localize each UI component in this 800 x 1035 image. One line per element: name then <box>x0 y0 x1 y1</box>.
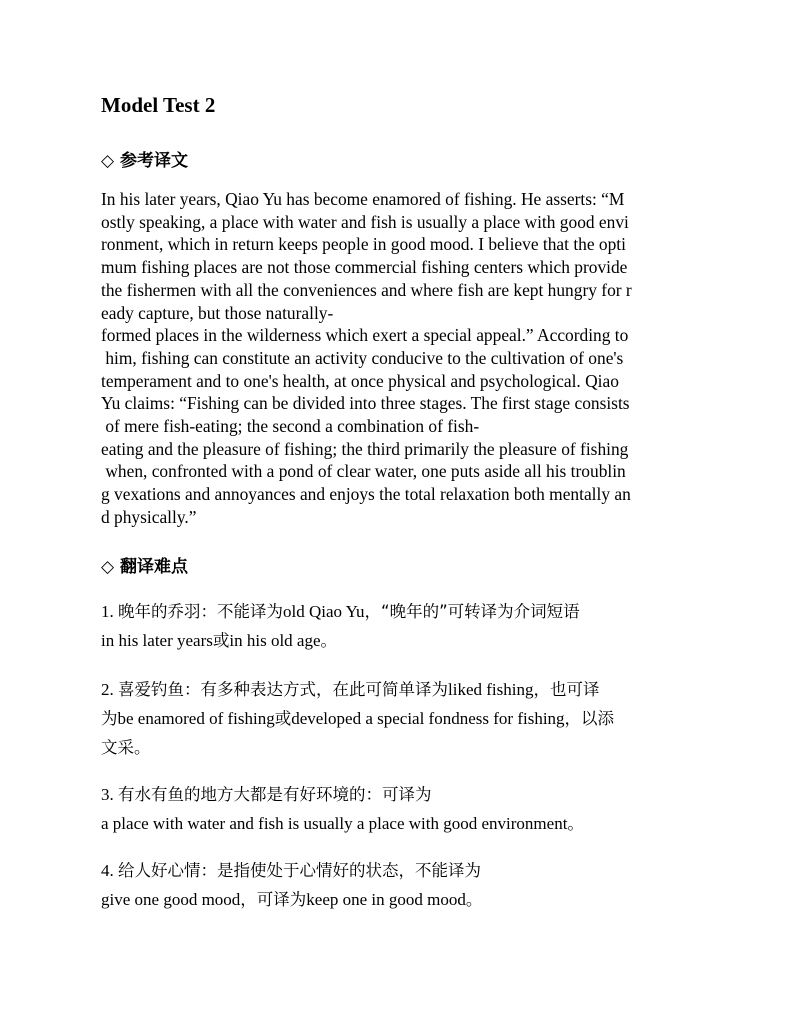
section-heading-translation-difficulties: ◇ 翻译难点 <box>101 557 188 577</box>
english-text: give one good mood <box>101 890 241 909</box>
paragraph-line: eating and the pleasure of fishing; the third primarily the pleasure of fishing <box>101 438 629 459</box>
paragraph-line: Yu claims: “Fishing can be divided into three stages. The first stage consists <box>101 393 630 414</box>
english-text: keep one in good mood <box>306 890 466 909</box>
point-line <box>101 597 701 626</box>
difficulty-point-4 <box>101 856 701 914</box>
paragraph-line: g vexations and annoyances and enjoys the total relaxation both mentally an <box>101 484 631 505</box>
chinese-text: 喜爱钓鱼：有多种表达方式，在此可简单译为 <box>118 680 448 699</box>
reference-translation-paragraph <box>101 188 701 529</box>
point-line <box>101 780 701 809</box>
chinese-text: 为 <box>101 709 118 728</box>
difficulty-point-3 <box>101 780 701 838</box>
difficulty-point-2 <box>101 675 701 762</box>
point-line <box>101 885 701 914</box>
paragraph-line: ostly speaking, a place with water and fish is usually a place with good envi <box>101 211 629 232</box>
paragraph-line: of mere fish-eating; the second a combination of fish- <box>101 416 480 437</box>
point-line <box>101 856 701 885</box>
point-line <box>101 704 701 733</box>
point-line <box>101 626 701 655</box>
paragraph-line: when, confronted with a pond of clear water, one puts aside all his troublin <box>101 461 626 482</box>
paragraph-line: d physically.” <box>101 506 197 527</box>
english-text: old Qiao Yu <box>283 602 365 621</box>
chinese-text: 有水有鱼的地方大都是有好环境的：可译为 <box>118 785 432 804</box>
paragraph-line: ronment, which in return keeps people in good mood. I believe that the opti <box>101 234 626 255</box>
chinese-text: 。 <box>465 890 483 909</box>
english-text: 4. <box>101 861 118 880</box>
chinese-text: ，“ <box>364 602 390 621</box>
chinese-text: 。 <box>320 631 338 650</box>
english-text: 2. <box>101 680 118 699</box>
chinese-text: 文采。 <box>101 738 151 757</box>
english-text: be enamored of fishing <box>117 709 275 728</box>
paragraph-line: mum fishing places are not those commercial fishing centers which provide <box>101 257 628 278</box>
difficulty-point-1 <box>101 597 701 655</box>
english-text: developed a special fondness for fishing <box>291 709 565 728</box>
point-line <box>101 733 701 762</box>
page-title: Model Test 2 <box>101 93 216 117</box>
section-heading-reference-translation: ◇ 参考译文 <box>101 151 188 171</box>
chinese-text: 或 <box>212 631 230 650</box>
chinese-text: ，以添 <box>564 709 615 728</box>
english-text: in his old age <box>229 631 321 650</box>
english-text: in his later years <box>101 631 213 650</box>
english-text: 1. <box>101 602 118 621</box>
chinese-text: 。 <box>567 814 584 833</box>
english-text: a place with water and fish is usually a place with good environment <box>101 814 568 833</box>
point-line <box>101 675 701 704</box>
chinese-text: ，也可译 <box>533 680 600 699</box>
chinese-text: 晚年的”可转译为介词短语 <box>389 602 580 621</box>
paragraph-line: temperament and to one's health, at once physical and psychological. Qiao <box>101 370 619 391</box>
paragraph-line: In his later years, Qiao Yu has become enamored of fishing. He asserts: “M <box>101 189 625 209</box>
paragraph-line: him, fishing can constitute an activity conducive to the cultivation of one's <box>101 347 624 368</box>
paragraph-line: formed places in the wilderness which exert a special appeal.” According to <box>101 325 629 346</box>
english-text: liked fishing <box>448 680 534 699</box>
point-line <box>101 809 701 838</box>
paragraph-line: eady capture, but those naturally- <box>101 302 334 323</box>
chinese-text: 晚年的乔羽：不能译为 <box>118 602 283 621</box>
english-text: 3. <box>101 785 118 804</box>
chinese-text: 给人好心情：是指使处于心情好的状态，不能译为 <box>118 861 481 880</box>
chinese-text: ，可译为 <box>240 890 307 909</box>
paragraph-line: the fishermen with all the conveniences and where fish are kept hungry for r <box>101 279 632 300</box>
chinese-text: 或 <box>274 709 292 728</box>
